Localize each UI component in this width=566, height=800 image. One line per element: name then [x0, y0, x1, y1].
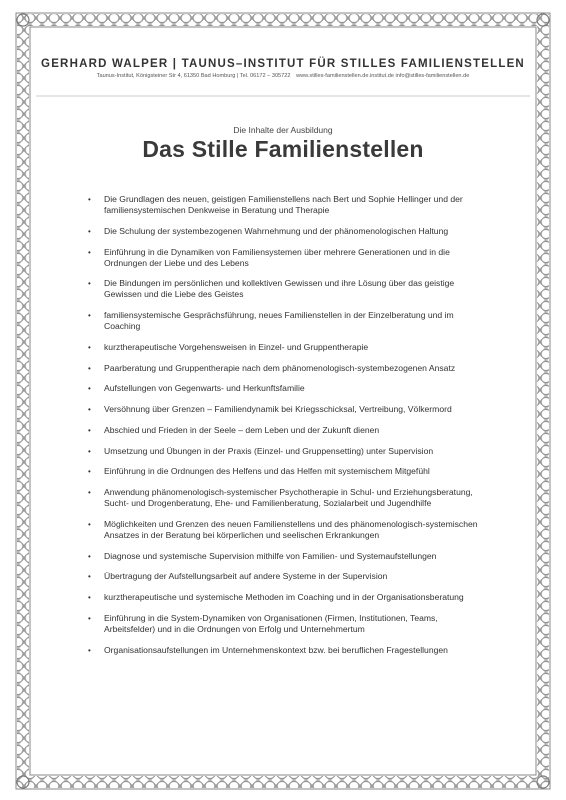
list-item-text: Einführung in die Dynamiken von Familiensystemen über mehrere Generationen und in die Ordnungen der Liebe und des Lebens	[104, 246, 450, 268]
list-item-text: Paarberatung und Gruppentherapie nach dem phänomenologisch-systembezogenen Ansatz	[104, 362, 456, 373]
list-item	[88, 342, 478, 353]
list-item	[88, 425, 478, 436]
list-item	[88, 363, 478, 374]
list-item-text: Anwendung phänomenologisch-systemischer Psychotherapie in Schul- und Erziehungsberatung, Sucht- und Drogenberatung, Ehe- und Familienberatung, Sozialarbeit und Jugendhilfe	[104, 487, 473, 509]
list-item	[88, 645, 478, 656]
list-item	[88, 226, 478, 237]
list-item-text: Die Schulung der systembezogenen Wahrnehmung und der phänomenologischen Haltung	[104, 225, 449, 236]
bullet-icon: •	[88, 519, 91, 529]
list-item-text: Die Grundlagen des neuen, geistigen Familienstellens nach Bert und Sophie Hellinger und der familiensystemischen Denkweise in Beratung und Therapie	[104, 194, 463, 215]
bullet-icon: •	[88, 363, 91, 373]
list-item-text: Umsetzung und Übungen in der Praxis (Einzel- und Gruppensetting) unter Supervision	[104, 445, 434, 456]
list-item	[88, 310, 478, 332]
list-item	[88, 487, 478, 509]
bullet-icon: •	[88, 226, 91, 236]
bullet-icon: •	[88, 195, 91, 204]
bullet-icon: •	[88, 342, 91, 352]
bullet-icon: •	[88, 446, 91, 456]
list-item	[88, 571, 478, 582]
list-item	[88, 194, 478, 216]
bullet-icon: •	[88, 551, 91, 561]
list-item-text: kurztherapeutische Vorgehensweisen in Einzel- und Gruppentherapie	[104, 341, 369, 352]
bullet-icon: •	[88, 311, 91, 321]
bullet-icon: •	[88, 645, 91, 655]
document-title: Das Stille Familienstellen	[142, 136, 424, 162]
list-item-text: Abschied und Frieden in der Seele – dem Leben und der Zukunft dienen	[104, 424, 380, 435]
letterhead-title: GERHARD WALPER | TAUNUS–INSTITUT FÜR STILLES FAMILIENSTELLEN	[41, 58, 525, 70]
letterhead-address-line	[40, 73, 526, 79]
bullet-icon: •	[88, 384, 91, 394]
list-item-text: Aufstellungen von Gegenwarts- und Herkunftsfamilie	[104, 383, 305, 394]
bullet-icon: •	[88, 425, 91, 435]
list-item-text: Diagnose und systemische Supervision mithilfe von Familien- und Systemaufstellungen	[104, 550, 437, 561]
list-item	[88, 446, 478, 457]
bullet-icon: •	[88, 572, 91, 582]
list-item-text: Übertragung der Aufstellungsarbeit auf andere Systeme in der Supervision	[104, 571, 388, 582]
list-item	[88, 551, 478, 562]
bullet-icon: •	[88, 488, 91, 498]
bullet-icon: •	[88, 593, 91, 603]
list-item	[88, 383, 478, 394]
list-item	[88, 613, 478, 635]
list-item-text: Versöhnung über Grenzen – Familiendynamik bei Kriegsschicksal, Vertreibung, Völkermord	[104, 404, 452, 415]
list-item	[88, 592, 478, 603]
document-subtitle: Die Inhalte der Ausbildung	[233, 125, 333, 135]
letterhead	[40, 58, 526, 79]
list-item	[88, 519, 478, 541]
list-item-text: Möglichkeiten und Grenzen des neuen Familienstellens und des phänomenologisch-systemischen Ansatzes in der Beratung bei körperlichen und seelischen Erkrankungen	[104, 518, 478, 540]
list-item-text: Die Bindungen im persönlichen und kollektiven Gewissen und ihre Lösung über das geistige Gewissen und die Liebe des Geistes	[104, 278, 455, 300]
bullet-icon: •	[88, 279, 91, 289]
list-item-text: familiensystemische Gesprächsführung, neues Familienstellen in der Einzelberatung und im Coaching	[104, 310, 454, 332]
list-item	[88, 404, 478, 415]
list-item-text: kurztherapeutische und systemische Methoden im Coaching und in der Organisationsberatung	[104, 592, 464, 603]
list-item-text: Einführung in die Ordnungen des Helfens und das Helfen mit systemischem Mitgefühl	[104, 466, 430, 477]
bullet-icon: •	[88, 405, 91, 415]
bullet-icon: •	[88, 247, 91, 257]
list-item	[88, 247, 478, 269]
list-item	[88, 278, 478, 300]
letterhead-web: www.stilles-familienstellen.de.institut.de info@stilles-familienstellen.de	[296, 73, 470, 79]
bullet-icon: •	[88, 614, 91, 624]
bullet-icon: •	[88, 467, 91, 477]
letterhead-address: Taunus-Institut, Königsteiner Str 4, 61350 Bad Homburg | Tel. 06172 – 305722	[96, 73, 291, 79]
list-item-text: Organisationsaufstellungen im Unternehmenskontext bzw. bei beruflichen Fragestellungen	[104, 644, 448, 655]
content-list	[88, 194, 478, 656]
list-item-text: Einführung in die System-Dynamiken von Organisationen (Firmen, Institutionen, Teams, Arbeitsfelder) und in die Ordnungen von Erfolg und Unternehmertum	[104, 613, 438, 635]
list-item	[88, 466, 478, 477]
